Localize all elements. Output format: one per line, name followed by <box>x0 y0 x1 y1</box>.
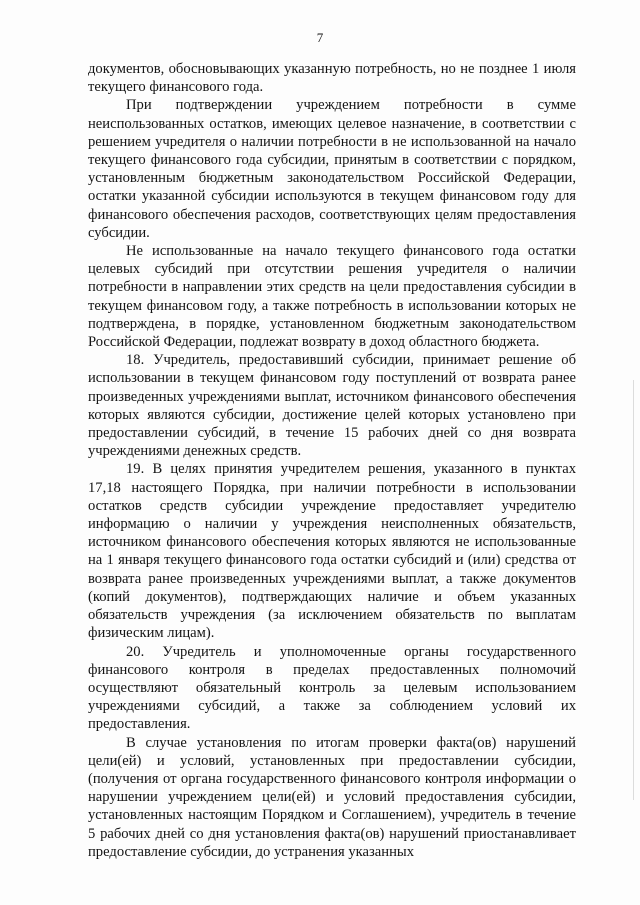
document-body <box>88 60 576 861</box>
scan-edge-line <box>633 380 634 800</box>
page-number: 7 <box>316 30 324 45</box>
paragraph-remaining-balances-use: При подтверждении учреждением потребности в сумме неиспользованных остатков, имеющих целевое назначение, в соответствии с решением учредителя о наличии потребности в не использованной на начало текущего финансового года субсидии, принятым в соответствии с порядком, установленным бюджетным законодательством Российской Федерации, остатки указанной субсидии используются в текущем финансовом году для финансового обеспечения расходов, соответствующих целям предоставления субсидии. <box>88 97 576 241</box>
paragraph-item-19: 19. В целях принятия учредителем решения, указанного в пунктах 17,18 настоящего Порядка, при наличии потребности в использовании остатков средств субсидии учреждение предоставляет учредителю информацию о наличии у учреждения неисполненных обязательств, источником финансового обеспечения которых являются не использованные на 1 января текущего финансового года остатки субсидий и (или) средства от возврата ранее произведенных учреждениями выплат, а также документов (копий документов), подтверждающих наличие и объем указанных обязательств учреждения (за исключением обязательств по выплатам физическим лицам). <box>88 461 576 642</box>
paragraph-item-18: 18. Учредитель, предоставивший субсидии, принимает решение об использовании в текущем финансовом году поступлений от возврата ранее произведенных учреждениями выплат, источником финансового обеспечения которых являются субсидии, достижение целей которых установлено при предоставлении субсидий, в течение 15 рабочих дней со дня возврата учреждениями денежных средств. <box>88 352 576 460</box>
paragraph-unused-balances-return: Не использованные на начало текущего финансового года остатки целевых субсидий при отсутствии решения учредителя о наличии потребности в направлении этих средств на цели предоставления субсидии в текущем финансовом году, а также потребность в использовании которых не подтверждена, в порядке, установленном бюджетным законодательством Российской Федерации, подлежат возврату в доход областного бюджета. <box>88 243 576 351</box>
paragraph-continued: документов, обосновывающих указанную потребность, но не позднее 1 июля текущего финансового года. <box>88 61 576 96</box>
paragraph-violations: В случае установления по итогам проверки факта(ов) нарушений цели(ей) и условий, установленных при предоставлении субсидии, (получения от органа государственного финансового контроля информации о нарушении учреждением цели(ей) и условий предоставления субсидии, установленных настоящим Порядком и Соглашением), учредитель в течение 5 рабочих дней со дня установления факта(ов) нарушений приостанавливает предоставление субсидии, до устранения указанных <box>88 734 576 860</box>
paragraph-item-20: 20. Учредитель и уполномоченные органы государственного финансового контроля в пределах предоставленных полномочий осуществляют обязательный контроль за целевым использованием учреждениями субсидий, а также за соблюдением условий их предоставления. <box>88 643 576 733</box>
